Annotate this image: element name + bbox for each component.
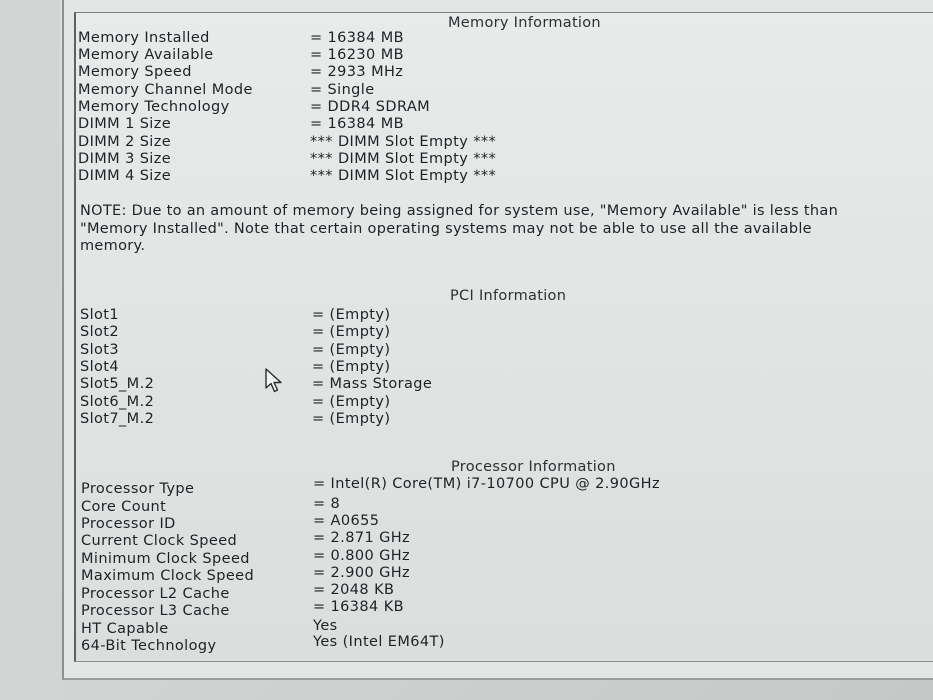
slot5-m2-label: Slot5_M.2 <box>80 376 155 392</box>
dimm3-size-label: DIMM 3 Size <box>78 151 172 167</box>
dimm2-size-value: *** DIMM Slot Empty *** <box>310 134 497 150</box>
dimm1-size-label: DIMM 1 Size <box>78 116 172 132</box>
processor-type-value: = Intel(R) Core(TM) i7-10700 CPU @ 2.90GHz <box>313 476 660 492</box>
memory-note: NOTE: Due to an amount of memory being assigned for system use, "Memory Available" is less than "Memory Installed". Note that certain operating systems may not be able to use all the available memory. <box>80 203 839 254</box>
dimm1-size-value: = 16384 MB <box>310 116 404 132</box>
dimm3-size-value: *** DIMM Slot Empty *** <box>310 151 497 167</box>
processor-id-label: Processor ID <box>81 516 176 532</box>
dimm2-size-label: DIMM 2 Size <box>78 134 172 150</box>
current-clock-speed-label: Current Clock Speed <box>81 533 238 549</box>
slot4-value: = (Empty) <box>312 359 391 375</box>
pci-section-title: PCI Information <box>450 288 567 304</box>
ht-capable-value: Yes <box>313 618 338 634</box>
slot6-m2-value: = (Empty) <box>312 394 391 410</box>
dimm4-size-label: DIMM 4 Size <box>78 168 172 184</box>
memory-installed-label: Memory Installed <box>78 30 210 46</box>
memory-technology-label: Memory Technology <box>78 99 230 115</box>
processor-type-label: Processor Type <box>81 481 195 497</box>
slot2-value: = (Empty) <box>312 324 391 340</box>
ht-capable-label: HT Capable <box>81 621 169 637</box>
left-margin <box>0 0 60 700</box>
core-count-value: = 8 <box>313 496 341 512</box>
slot7-m2-label: Slot7_M.2 <box>80 411 155 427</box>
processor-l3-cache-value: = 16384 KB <box>313 599 404 615</box>
slot7-m2-value: = (Empty) <box>312 411 391 427</box>
dimm4-size-value: *** DIMM Slot Empty *** <box>310 168 497 184</box>
64bit-technology-value: Yes (Intel EM64T) <box>313 634 445 650</box>
slot3-value: = (Empty) <box>312 342 391 358</box>
processor-l2-cache-label: Processor L2 Cache <box>81 586 230 602</box>
slot5-m2-value: = Mass Storage <box>312 376 433 392</box>
maximum-clock-speed-value: = 2.900 GHz <box>313 565 411 581</box>
minimum-clock-speed-value: = 0.800 GHz <box>313 548 411 564</box>
slot4-label: Slot4 <box>80 359 120 375</box>
slot1-label: Slot1 <box>80 307 120 323</box>
slot3-label: Slot3 <box>80 342 120 358</box>
memory-available-value: = 16230 MB <box>310 47 404 63</box>
memory-channel-mode-label: Memory Channel Mode <box>78 82 253 98</box>
memory-speed-value: = 2933 MHz <box>310 64 404 80</box>
minimum-clock-speed-label: Minimum Clock Speed <box>81 551 250 567</box>
64bit-technology-label: 64-Bit Technology <box>81 638 217 654</box>
slot1-value: = (Empty) <box>312 307 391 323</box>
slot2-label: Slot2 <box>80 324 120 340</box>
processor-id-value: = A0655 <box>313 513 380 529</box>
mouse-pointer-icon <box>264 368 286 394</box>
memory-installed-value: = 16384 MB <box>310 30 404 46</box>
memory-technology-value: = DDR4 SDRAM <box>310 99 431 115</box>
memory-available-label: Memory Available <box>78 47 214 63</box>
processor-l3-cache-label: Processor L3 Cache <box>81 603 230 619</box>
maximum-clock-speed-label: Maximum Clock Speed <box>81 568 255 584</box>
processor-section-title: Processor Information <box>451 459 616 475</box>
core-count-label: Core Count <box>81 499 167 515</box>
processor-l2-cache-value: = 2048 KB <box>313 582 395 598</box>
memory-channel-mode-value: = Single <box>310 82 375 98</box>
memory-speed-label: Memory Speed <box>78 64 192 80</box>
memory-section-title: Memory Information <box>448 15 601 31</box>
slot6-m2-label: Slot6_M.2 <box>80 394 155 410</box>
current-clock-speed-value: = 2.871 GHz <box>313 530 411 546</box>
